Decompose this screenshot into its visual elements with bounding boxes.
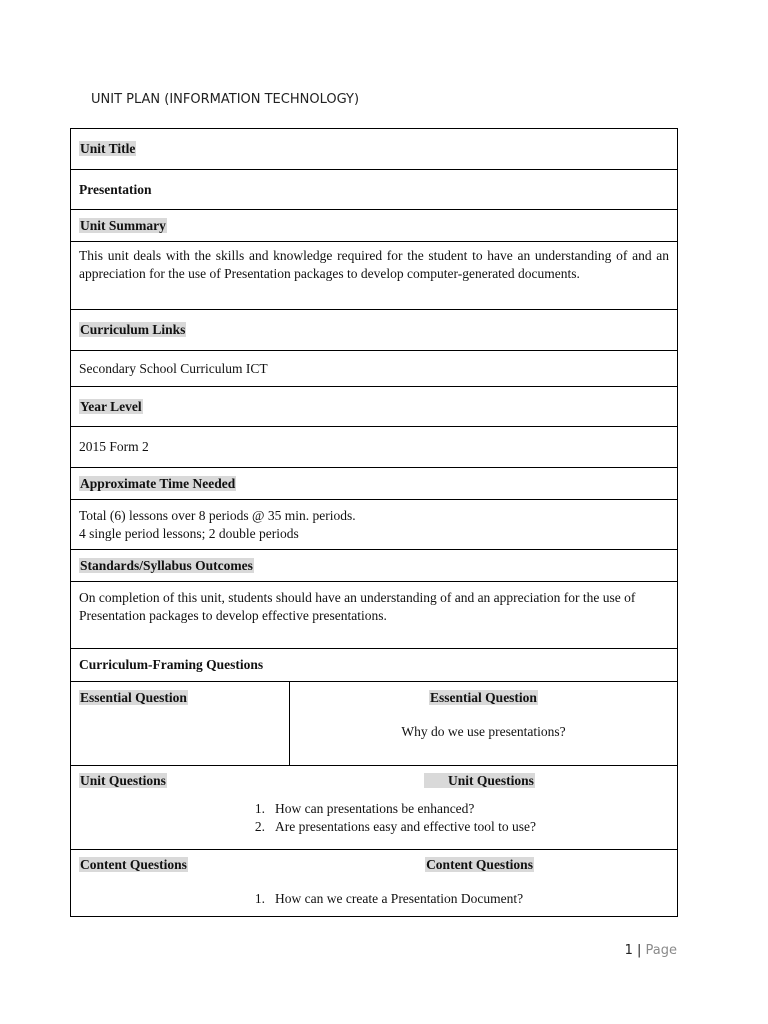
unit-questions-right-label: Unit Questions xyxy=(424,773,535,788)
essential-question-right-label: Essential Question xyxy=(430,690,537,705)
outcomes-value-row xyxy=(71,582,678,649)
time-needed-label-row xyxy=(71,468,678,500)
framing-label: Curriculum-Framing Questions xyxy=(71,649,678,682)
time-needed-line-1: Total (6) lessons over 8 periods @ 35 min. periods. xyxy=(79,508,356,523)
essential-question-row xyxy=(71,682,678,766)
unit-summary-label-row xyxy=(71,210,678,242)
year-level-label: Year Level xyxy=(80,398,142,414)
unit-title-label: Unit Title xyxy=(80,141,136,156)
page-number: 1 xyxy=(624,943,633,958)
content-question-text: How can we create a Presentation Document? xyxy=(275,891,524,906)
content-question-item xyxy=(79,890,669,908)
unit-title-value-row xyxy=(71,170,678,210)
document-header: UNIT PLAN (INFORMATION TECHNOLOGY) xyxy=(91,92,360,107)
unit-questions-left-label: Unit Questions xyxy=(80,773,166,788)
time-needed-label: Approximate Time Needed xyxy=(80,475,236,491)
curriculum-links-label-row xyxy=(71,310,678,351)
curriculum-links-value: Secondary School Curriculum ICT xyxy=(71,351,678,387)
year-level-value-row xyxy=(71,427,678,468)
unit-question-item xyxy=(79,818,669,836)
content-questions-row xyxy=(71,850,678,917)
unit-title-value: Presentation xyxy=(71,170,678,210)
outcomes-label-row xyxy=(71,550,678,582)
unit-questions-row xyxy=(71,766,678,850)
unit-summary-value-row xyxy=(71,242,678,310)
unit-summary-label: Unit Summary xyxy=(80,217,166,233)
year-level-value: 2015 Form 2 xyxy=(71,427,678,468)
time-needed-line-2: 4 single period lessons; 2 double periods xyxy=(79,526,299,541)
unit-question-number: 2. xyxy=(254,819,265,834)
unit-question-text: How can presentations be enhanced? xyxy=(275,801,475,816)
unit-question-number: 1. xyxy=(254,801,265,816)
time-needed-value-row xyxy=(71,500,678,550)
unit-summary-text: This unit deals with the skills and knowledge required for the student to have an understanding of and an appreciation for the use of Presentation packages to develop computer-generated documents. xyxy=(71,242,678,310)
framing-label-row xyxy=(71,649,678,682)
outcomes-text: On completion of this unit, students should have an understanding of and an appreciation for the use of Presentation packages to develop effective presentations. xyxy=(71,582,678,649)
unit-question-text: Are presentations easy and effective tool to use? xyxy=(275,819,537,834)
page-footer xyxy=(625,943,677,958)
content-question-number: 1. xyxy=(254,891,265,906)
curriculum-links-value-row xyxy=(71,351,678,387)
year-level-label-row xyxy=(71,387,678,427)
essential-question-left-label: Essential Question xyxy=(80,690,187,705)
curriculum-links-label: Curriculum Links xyxy=(80,322,186,337)
page-label: Page xyxy=(645,943,677,958)
essential-question-text: Why do we use presentations? xyxy=(401,724,566,739)
outcomes-label: Standards/Syllabus Outcomes xyxy=(80,557,253,573)
content-questions-right-label: Content Questions xyxy=(426,857,533,872)
unit-title-label-row xyxy=(71,129,678,170)
content-questions-left-label: Content Questions xyxy=(80,857,187,872)
unit-question-item xyxy=(79,800,669,818)
unit-plan-table xyxy=(70,128,678,917)
page-separator: | xyxy=(636,943,642,958)
